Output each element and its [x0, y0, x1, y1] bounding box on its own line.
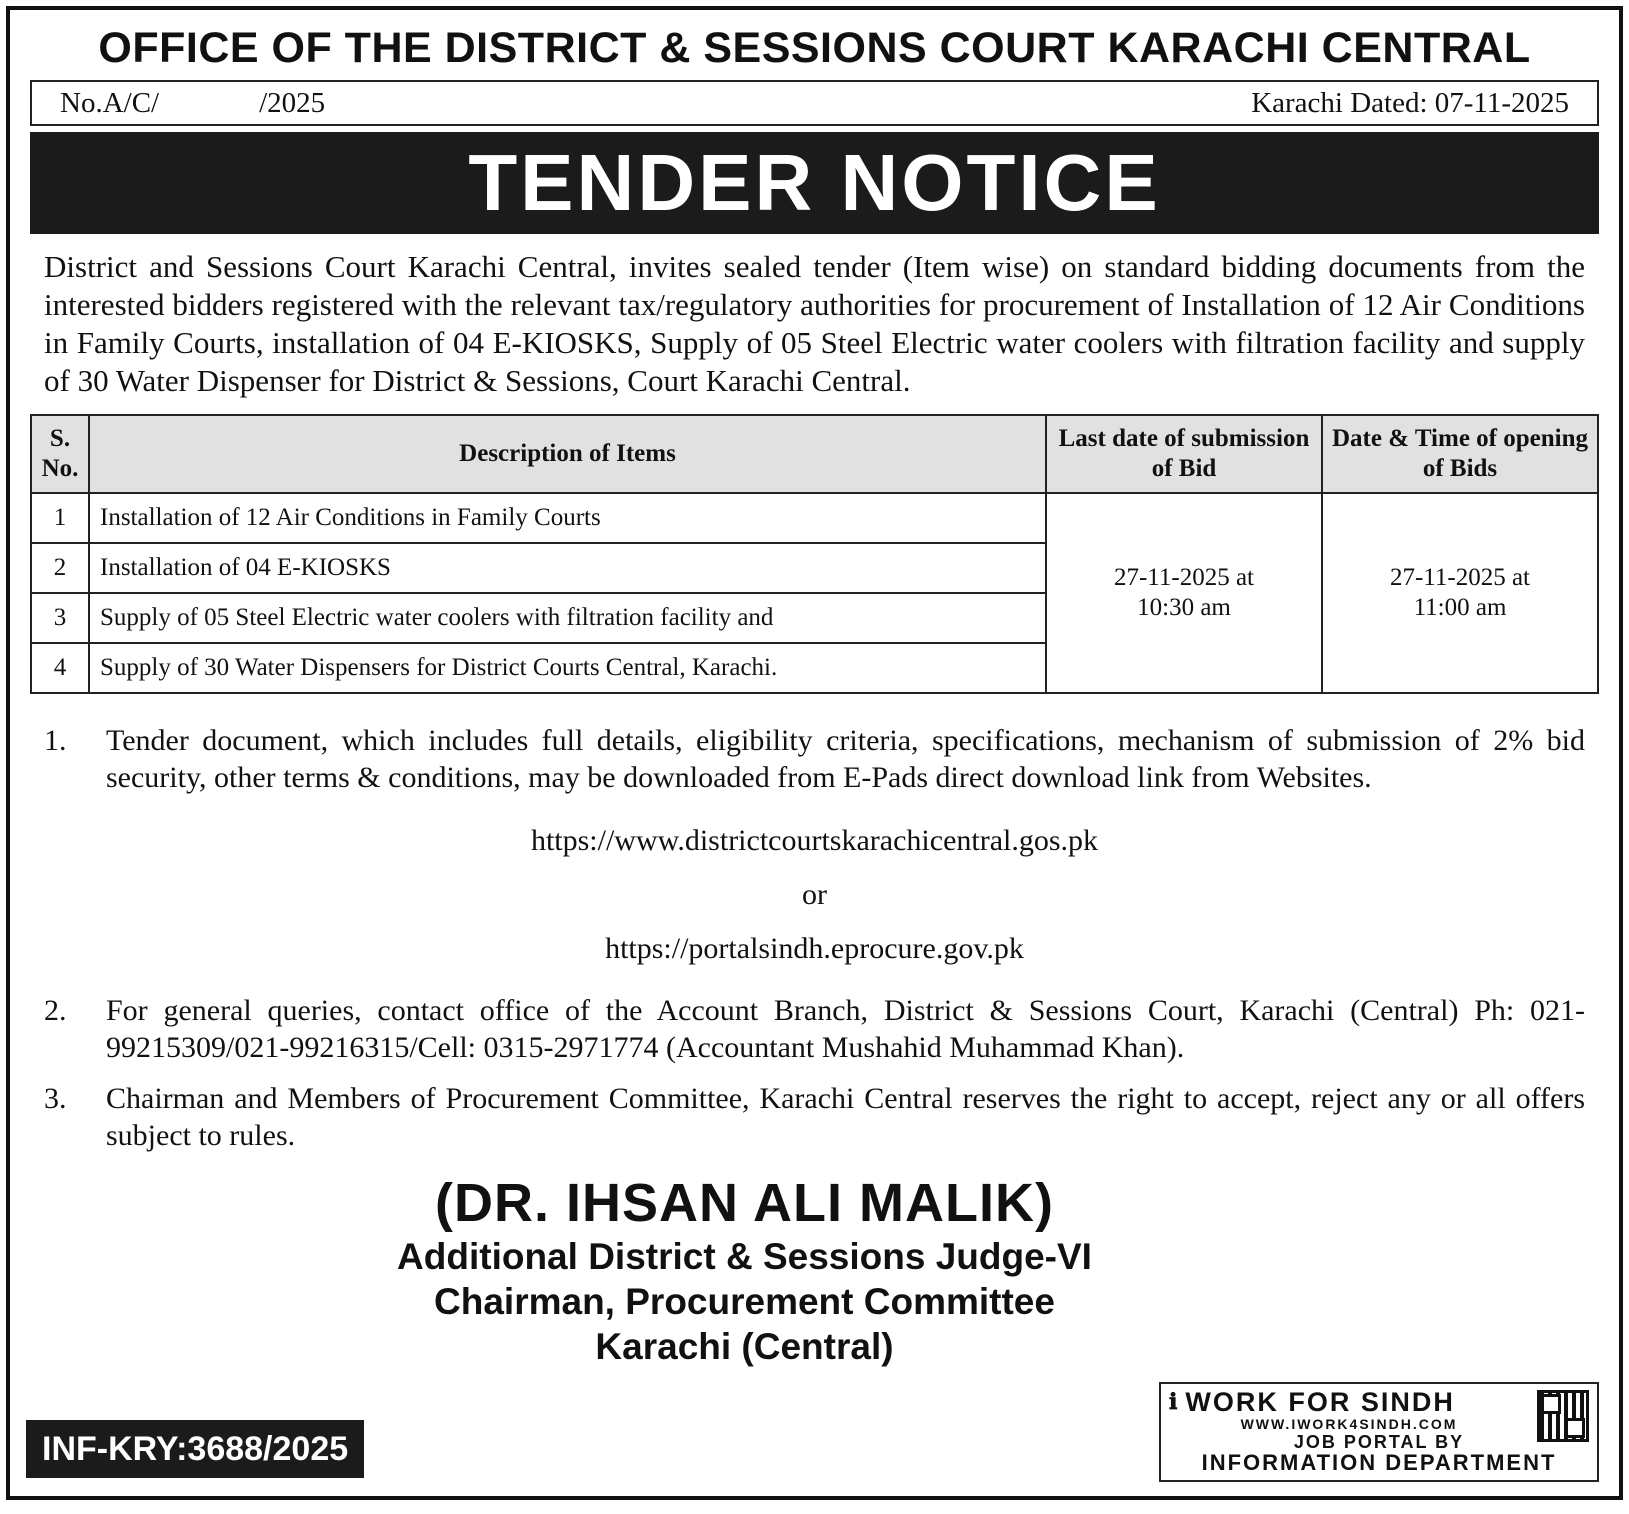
notes-list [44, 722, 1585, 1154]
office-heading: OFFICE OF THE DISTRICT & SESSIONS COURT KARACHI CENTRAL [98, 24, 1531, 72]
inf-code-badge: INF-KRY:3688/2025 [26, 1420, 364, 1478]
note-number: 3. [44, 1082, 67, 1115]
portal-title-row [1169, 1388, 1589, 1416]
or-separator: or [802, 878, 827, 911]
row-sno: 4 [31, 643, 89, 693]
signatory-name: (DR. IHSAN ALI MALIK) [435, 1173, 1054, 1233]
opening-date-line2: 11:00 am [1413, 594, 1507, 621]
header-sno: S. No. [31, 415, 89, 493]
note-item [44, 992, 1585, 1066]
row-sno: 3 [31, 593, 89, 643]
intro-paragraph: District and Sessions Court Karachi Central, invites sealed tender (Item wise) on standard bidding documents from the interested bidders registered with the relevant tax/regulatory authorities for procurement of Installation of 12 Air Conditions in Family Courts, installation of 04 E-KIOSKS, Supply of 05 Steel Electric water coolers with filtration facility and supply of 30 Water Dispenser for District & Sessions, Court Karachi Central. [44, 249, 1585, 398]
website-link-1[interactable]: https://www.districtcourtskarachicentral.gos.pk [530, 824, 1099, 857]
reference-year: /2025 [259, 86, 326, 119]
note-text: Tender document, which includes full details, eligibility criteria, specifications, mechanism of submission of 2% bid security, other terms & conditions, may be downloaded from E-Pads direct download link from Websites. [106, 724, 1585, 794]
table-header-row [31, 415, 1598, 493]
row-description: Installation of 12 Air Conditions in Family Courts [89, 493, 1046, 543]
note-text: Chairman and Members of Procurement Committee, Karachi Central reserves the right to accept, reject any or all offers subject to rules. [106, 1082, 1585, 1152]
note-number: 1. [44, 724, 67, 757]
reference-bar [30, 80, 1599, 126]
info-icon: ℹ [1169, 1389, 1180, 1414]
row-sno: 1 [31, 493, 89, 543]
last-date-line2: 10:30 am [1137, 594, 1231, 621]
qr-code-icon [1537, 1390, 1589, 1442]
note-item [44, 1080, 1585, 1154]
signatory-designation-2: Chairman, Procurement Committee [434, 1281, 1055, 1322]
last-date-line1: 27-11-2025 at [1113, 564, 1254, 591]
items-table [30, 414, 1599, 694]
job-portal-stamp [1159, 1382, 1599, 1482]
signatory-designation-1: Additional District & Sessions Judge-VI [397, 1236, 1092, 1277]
opening-date-cell [1322, 493, 1598, 693]
download-links [44, 814, 1585, 976]
website-link-2[interactable]: https://portalsindh.eprocure.gov.pk [605, 932, 1024, 965]
reference-prefix: No.A/C/ [60, 86, 160, 119]
note-text: For general queries, contact office of the Account Branch, District & Sessions Court, Karachi (Central) Ph: 021-99215309/021-99216315/Cell: 0315-2971774 (Accountant Mushahid Muhammad Khan). [106, 994, 1585, 1064]
header-opening: Date & Time of opening of Bids [1322, 415, 1598, 493]
signatory-designation-3: Karachi (Central) [595, 1326, 894, 1367]
portal-line-2: INFORMATION DEPARTMENT [1201, 1450, 1557, 1475]
header-description: Description of Items [89, 415, 1046, 493]
notice-title: TENDER NOTICE [30, 132, 1599, 234]
row-sno: 2 [31, 543, 89, 593]
dated-label: Karachi Dated: 07-11-2025 [1251, 86, 1569, 119]
opening-date-line1: 27-11-2025 at [1389, 564, 1530, 591]
table-row [31, 493, 1598, 543]
row-description: Supply of 30 Water Dispensers for District Courts Central, Karachi. [89, 643, 1046, 693]
header-last-date: Last date of submission of Bid [1046, 415, 1322, 493]
portal-title: WORK FOR SINDH [1185, 1387, 1455, 1417]
row-description: Supply of 05 Steel Electric water coolers with filtration facility and [89, 593, 1046, 643]
row-description: Installation of 04 E-KIOSKS [89, 543, 1046, 593]
tender-notice-page [6, 6, 1623, 1500]
note-number: 2. [44, 994, 67, 1027]
portal-url: WWW.IWORK4SINDH.COM [1240, 1416, 1458, 1432]
signature-block [30, 1172, 1599, 1369]
last-date-cell [1046, 493, 1322, 693]
reference-number [60, 87, 325, 120]
portal-line-1: JOB PORTAL BY [1293, 1432, 1465, 1452]
note-item [44, 722, 1585, 796]
